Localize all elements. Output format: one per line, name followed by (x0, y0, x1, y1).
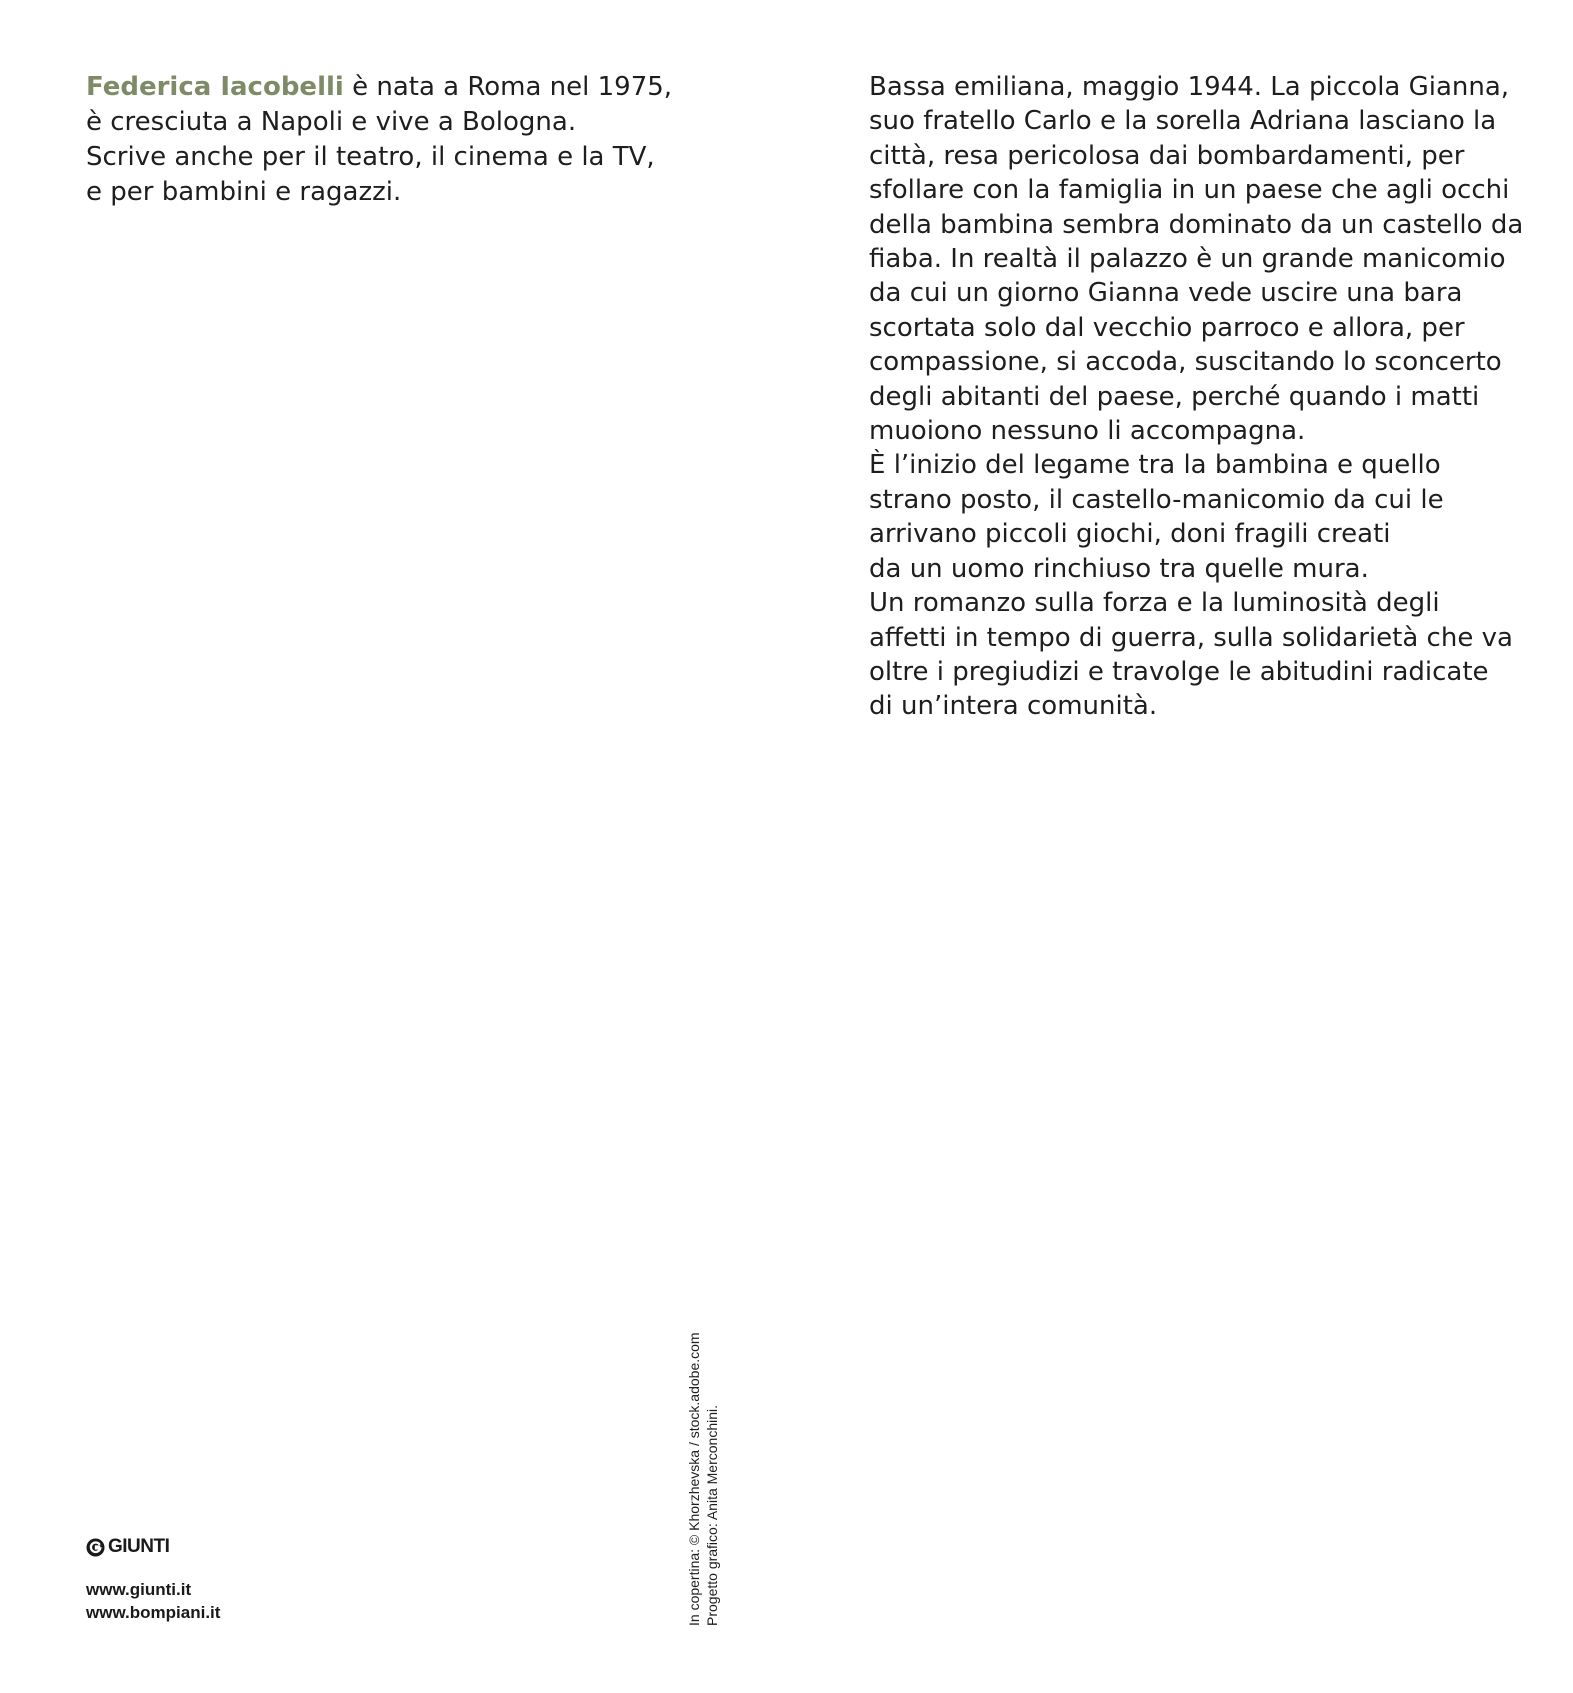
synopsis-line: suo fratello Carlo e la sorella Adriana lasciano la (869, 106, 1497, 137)
synopsis-line: fiaba. In realtà il palazzo è un grande manicomio (869, 244, 1506, 275)
cover-photo-credit: In copertina: © Khorzhevska / stock.adobe.com (686, 1332, 702, 1626)
synopsis-line: da un uomo rinchiuso tra quelle mura. (869, 553, 1369, 584)
synopsis-line: da cui un giorno Gianna vede uscire una bara (869, 278, 1463, 309)
author-bio (86, 70, 686, 210)
synopsis-line: arrivano piccoli giochi, doni fragili creati (869, 519, 1391, 550)
synopsis-line: muoiono nessuno li accompagna. (869, 416, 1306, 447)
website-link-giunti[interactable]: www.giunti.it (86, 1580, 192, 1599)
synopsis-line: affetti in tempo di guerra, sulla solidarietà che va (869, 622, 1513, 653)
giunti-g-icon (86, 1538, 105, 1557)
synopsis-line: Un romanzo sulla forza e la luminosità degli (869, 588, 1440, 619)
bio-line: è cresciuta a Napoli e vive a Bologna. (86, 107, 577, 137)
synopsis-line: compassione, si accoda, suscitando lo sconcerto (869, 347, 1502, 378)
website-link-bompiani[interactable]: www.bompiani.it (86, 1603, 221, 1622)
bio-line-1-rest: è nata a Roma nel 1975, (343, 72, 673, 102)
synopsis-line: degli abitanti del paese, perché quando i matti (869, 381, 1480, 412)
synopsis-line: sfollare con la famiglia in un paese che agli occhi (869, 175, 1510, 206)
book-synopsis (869, 70, 1524, 724)
publisher-websites (86, 1578, 220, 1624)
synopsis-line: strano posto, il castello-manicomio da cui le (869, 484, 1444, 515)
bio-line: Scrive anche per il teatro, il cinema e la TV, (86, 142, 655, 172)
synopsis-line: città, resa pericolosa dai bombardamenti, per (869, 140, 1465, 171)
synopsis-line: di un’intera comunità. (869, 691, 1158, 722)
design-credit: Progetto grafico: Anita Merconchini. (704, 1404, 720, 1626)
author-name: Federica Iacobelli (86, 72, 344, 102)
synopsis-line: oltre i pregiudizi e travolge le abitudini radicate (869, 656, 1489, 687)
logo-text: GIUNTI (108, 1536, 170, 1557)
synopsis-line: scortata solo dal vecchio parroco e allora, per (869, 312, 1465, 343)
synopsis-line: Bassa emiliana, maggio 1944. La piccola Gianna, (869, 72, 1510, 102)
synopsis-line: È l’inizio del legame tra la bambina e quello (869, 450, 1441, 481)
bio-line: e per bambini e ragazzi. (86, 177, 402, 207)
bio-line (86, 70, 686, 105)
giunti-logo (86, 1536, 169, 1558)
cover-credits (685, 1286, 765, 1626)
synopsis-line: della bambina sembra dominato da un castello da (869, 209, 1524, 240)
